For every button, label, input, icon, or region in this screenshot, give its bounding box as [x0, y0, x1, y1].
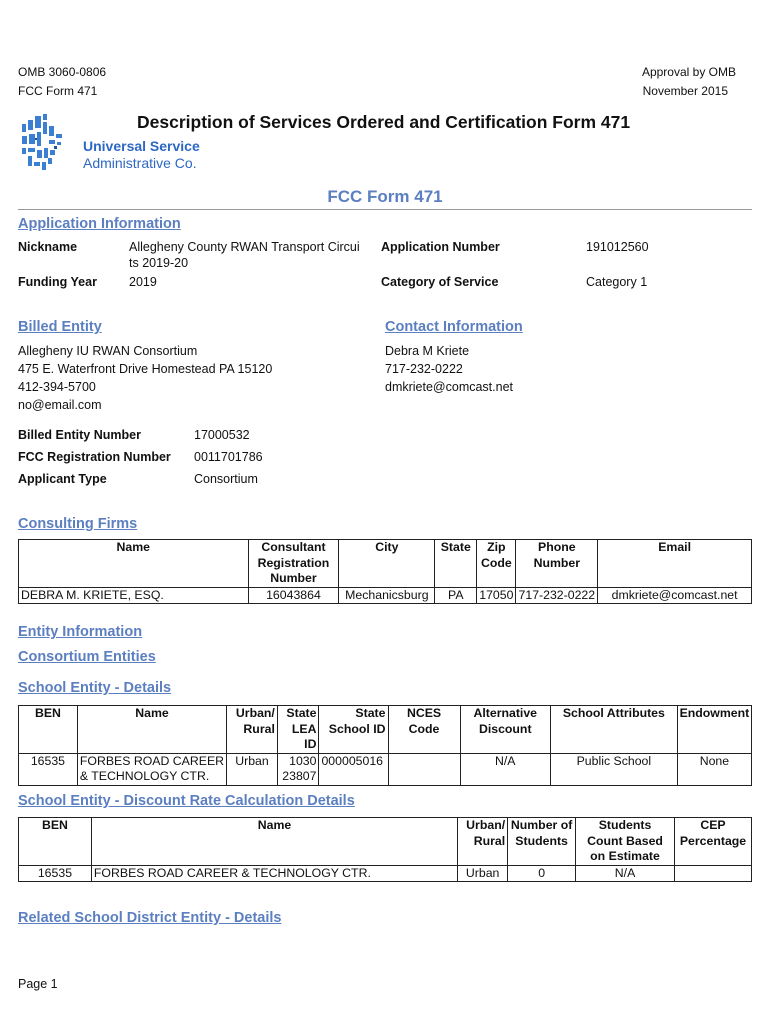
contact-name: Debra M Kriete [385, 344, 470, 358]
cell-city: Mechanicsburg [339, 587, 435, 604]
billed-entity-heading: Billed Entity [18, 319, 102, 335]
billed-entity-phone: 412-394-5700 [18, 380, 96, 394]
applicant-type-label: Applicant Type [18, 472, 107, 486]
cell-cep-percentage [674, 865, 751, 882]
form-name: FCC Form 471 [18, 84, 98, 98]
table-row [19, 753, 752, 785]
funding-year-label: Funding Year [18, 275, 97, 289]
logo-line2: Administrative Co. [83, 155, 197, 171]
cell-lea-id: 1030 23807 [277, 753, 319, 785]
omb-number: OMB 3060-0806 [18, 65, 107, 79]
cell-alt-discount: N/A [460, 753, 550, 785]
usac-logo-icon [16, 112, 74, 182]
nickname-value-line1: Allegheny County RWAN Transport Circui [129, 240, 360, 254]
consulting-firms-table [18, 539, 752, 604]
application-number-value: 191012560 [586, 240, 649, 254]
school-details-heading: School Entity - Details [18, 680, 172, 696]
fcc-reg-label: FCC Registration Number [18, 450, 171, 464]
col-nces: NCES Code [388, 706, 460, 754]
col-attributes: School Attributes [550, 706, 677, 754]
billed-entity-address: 475 E. Waterfront Drive Homestead PA 15120 [18, 362, 273, 376]
contact-email: dmkriete@comcast.net [385, 380, 514, 394]
col-endowment: Endowment [677, 706, 751, 754]
cell-number-of-students: 0 [508, 865, 576, 882]
funding-year-value: 2019 [129, 275, 157, 289]
ben-label: Billed Entity Number [18, 428, 141, 442]
cell-nces [388, 753, 460, 785]
cell-name: DEBRA M. KRIETE, ESQ. [19, 587, 249, 604]
cell-school-id: 000005016 [319, 753, 388, 785]
col-email: Email [598, 540, 752, 588]
page-number: Page 1 [18, 977, 58, 991]
table-header-row [19, 540, 752, 588]
col-school-id: State School ID [319, 706, 388, 754]
school-details-table [18, 705, 752, 786]
nickname-value-line2: ts 2019-20 [129, 256, 189, 270]
table-row [19, 865, 752, 882]
cell-attributes: Public School [550, 753, 677, 785]
col-city: City [339, 540, 435, 588]
col-urban-rural: Urban/ Rural [458, 818, 508, 866]
cell-urban-rural: Urban [227, 753, 278, 785]
col-number-of-students: Number of Students [508, 818, 576, 866]
form-title: FCC Form 471 [327, 187, 443, 206]
col-lea-id: State LEA ID [277, 706, 319, 754]
cell-name: FORBES ROAD CAREER & TECHNOLOGY CTR. [77, 753, 226, 785]
ben-value: 17000532 [194, 428, 250, 442]
col-cep-percentage: CEP Percentage [674, 818, 751, 866]
cell-urban-rural: Urban [458, 865, 508, 882]
cell-consultant-reg: 16043864 [248, 587, 339, 604]
approval-date: November 2015 [642, 84, 728, 98]
discount-details-heading: School Entity - Discount Rate Calculation Details [18, 793, 355, 809]
cell-ben: 16535 [19, 865, 92, 882]
cell-name: FORBES ROAD CAREER & TECHNOLOGY CTR. [91, 865, 457, 882]
approval-text: Approval by OMB [641, 65, 736, 79]
cell-phone: 717-232-0222 [516, 587, 598, 604]
fcc-reg-value: 0011701786 [194, 450, 263, 464]
category-label: Category of Service [381, 275, 499, 289]
discount-details-table [18, 817, 752, 882]
cell-email: dmkriete@comcast.net [598, 587, 752, 604]
contact-phone: 717-232-0222 [385, 362, 463, 376]
col-ben: BEN [19, 706, 78, 754]
col-phone: Phone Number [516, 540, 598, 588]
col-name: Name [19, 540, 249, 588]
application-info-heading: Application Information [18, 216, 181, 232]
title-divider [18, 209, 752, 210]
cell-state: PA [435, 587, 477, 604]
col-alt-discount: Alternative Discount [460, 706, 550, 754]
col-urban-rural: Urban/ Rural [227, 706, 278, 754]
nickname-label: Nickname [18, 240, 78, 254]
consulting-firms-heading: Consulting Firms [18, 516, 138, 532]
contact-info-heading: Contact Information [385, 319, 523, 335]
applicant-type-value: Consortium [194, 472, 258, 486]
entity-info-heading: Entity Information [18, 624, 143, 640]
col-ben: BEN [19, 818, 92, 866]
col-consultant-reg: Consultant Registration Number [248, 540, 339, 588]
col-name: Name [77, 706, 226, 754]
col-zip: Zip Code [477, 540, 516, 588]
billed-entity-email: no@email.com [18, 398, 102, 412]
col-name: Name [91, 818, 457, 866]
related-district-heading: Related School District Entity - Details [18, 910, 282, 926]
table-row [19, 587, 752, 604]
consortium-entities-heading: Consortium Entities [18, 649, 156, 665]
cell-ben: 16535 [19, 753, 78, 785]
logo-line1: Universal Service [83, 138, 200, 154]
col-state: State [435, 540, 477, 588]
col-count-based-estimate: Students Count Based on Estimate [576, 818, 675, 866]
application-number-label: Application Number [381, 240, 500, 254]
billed-entity-name: Allegheny IU RWAN Consortium [18, 344, 198, 358]
category-value: Category 1 [586, 275, 648, 289]
cell-zip: 17050 [477, 587, 516, 604]
cell-count-based-estimate: N/A [576, 865, 675, 882]
page-title: Description of Services Ordered and Certification Form 471 [137, 112, 631, 132]
table-header-row [19, 818, 752, 866]
table-header-row [19, 706, 752, 754]
cell-endowment: None [677, 753, 751, 785]
